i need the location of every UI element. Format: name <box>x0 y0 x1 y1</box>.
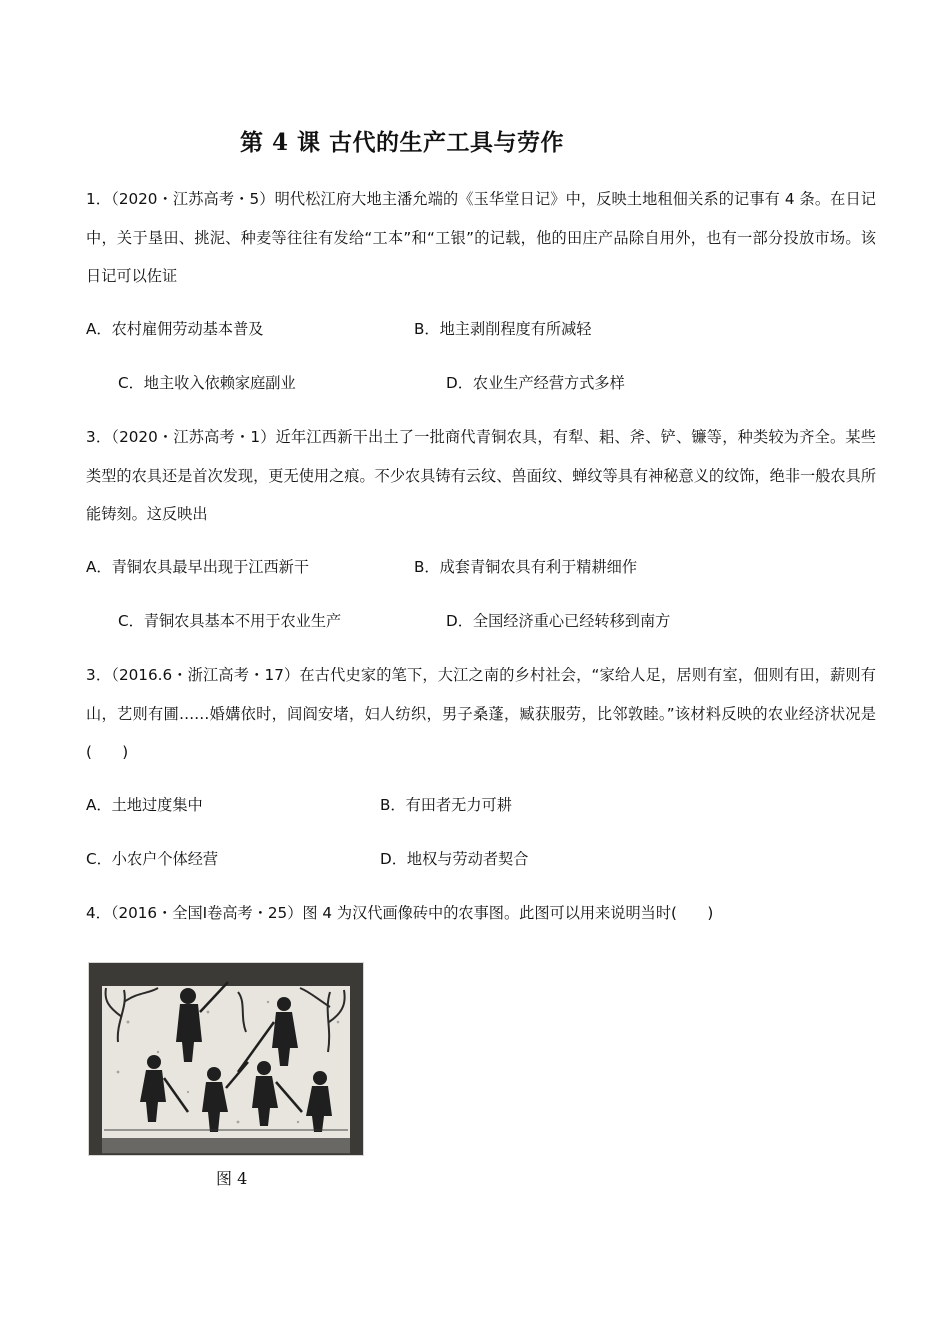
question-2-option-a: A．青铜农具最早出现于江西新干 <box>86 558 310 576</box>
question-1-option-b: B．地主剥削程度有所减轻 <box>414 320 592 338</box>
question-2-option-c: C．青铜农具基本不用于农业生产 <box>118 612 342 630</box>
question-4-stem: 4．（2016・全国Ⅰ卷高考・25）图 4 为汉代画像砖中的农事图。此图可以用来说明当时( ) <box>86 904 714 922</box>
question-3-option-d: D．地权与劳动者契合 <box>380 850 529 868</box>
question-3-option-a: A．土地过度集中 <box>86 796 203 814</box>
page-title: 第 4 课 古代的生产工具与劳作 <box>240 129 565 156</box>
figure-caption: 图 4 <box>216 1169 248 1188</box>
question-3-option-b: B．有田者无力可耕 <box>380 796 512 814</box>
question-3-stem: 3．（2016.6・浙江高考・17）在古代史家的笔下，大江之南的乡村社会，“家给人足，居则有室，佃则有田，薪则有山，艺则有圃……婚媾依时，闾阎安堵，妇人纺织，男子桑蓬，臧获服劳，比邻敦睦。”该材料反映的农业经济状况是( ) <box>86 666 876 761</box>
han-brick-relief-image <box>88 962 364 1156</box>
question-1-option-d: D．农业生产经营方式多样 <box>446 374 625 392</box>
question-1-option-a: A．农村雇佣劳动基本普及 <box>86 320 264 338</box>
question-1-stem: 1．（2020・江苏高考・5）明代松江府大地主潘允端的《玉华堂日记》中，反映土地租佃关系的记事有 4 条。在日记中，关于垦田、挑泥、种麦等往往有发给“工本”和“工银”的记载，他的田庄产品除自用外，也有一部分投放市场。该日记可以佐证 <box>86 190 876 285</box>
question-2-option-d: D．全国经济重心已经转移到南方 <box>446 612 671 630</box>
question-2-stem: 3．（2020・江苏高考・1）近年江西新干出土了一批商代青铜农具，有犁、耜、斧、铲、镰等，种类较为齐全。某些类型的农具还是首次发现，更无使用之痕。不少农具铸有云纹、兽面纹、蝉纹等具有神秘意义的纹饰，绝非一般农具所能铸刻。这反映出 <box>86 428 876 523</box>
question-3-option-c: C．小农户个体经营 <box>86 850 219 868</box>
question-2-option-b: B．成套青铜农具有利于精耕细作 <box>414 558 638 576</box>
question-1-option-c: C．地主收入依赖家庭副业 <box>118 374 296 392</box>
